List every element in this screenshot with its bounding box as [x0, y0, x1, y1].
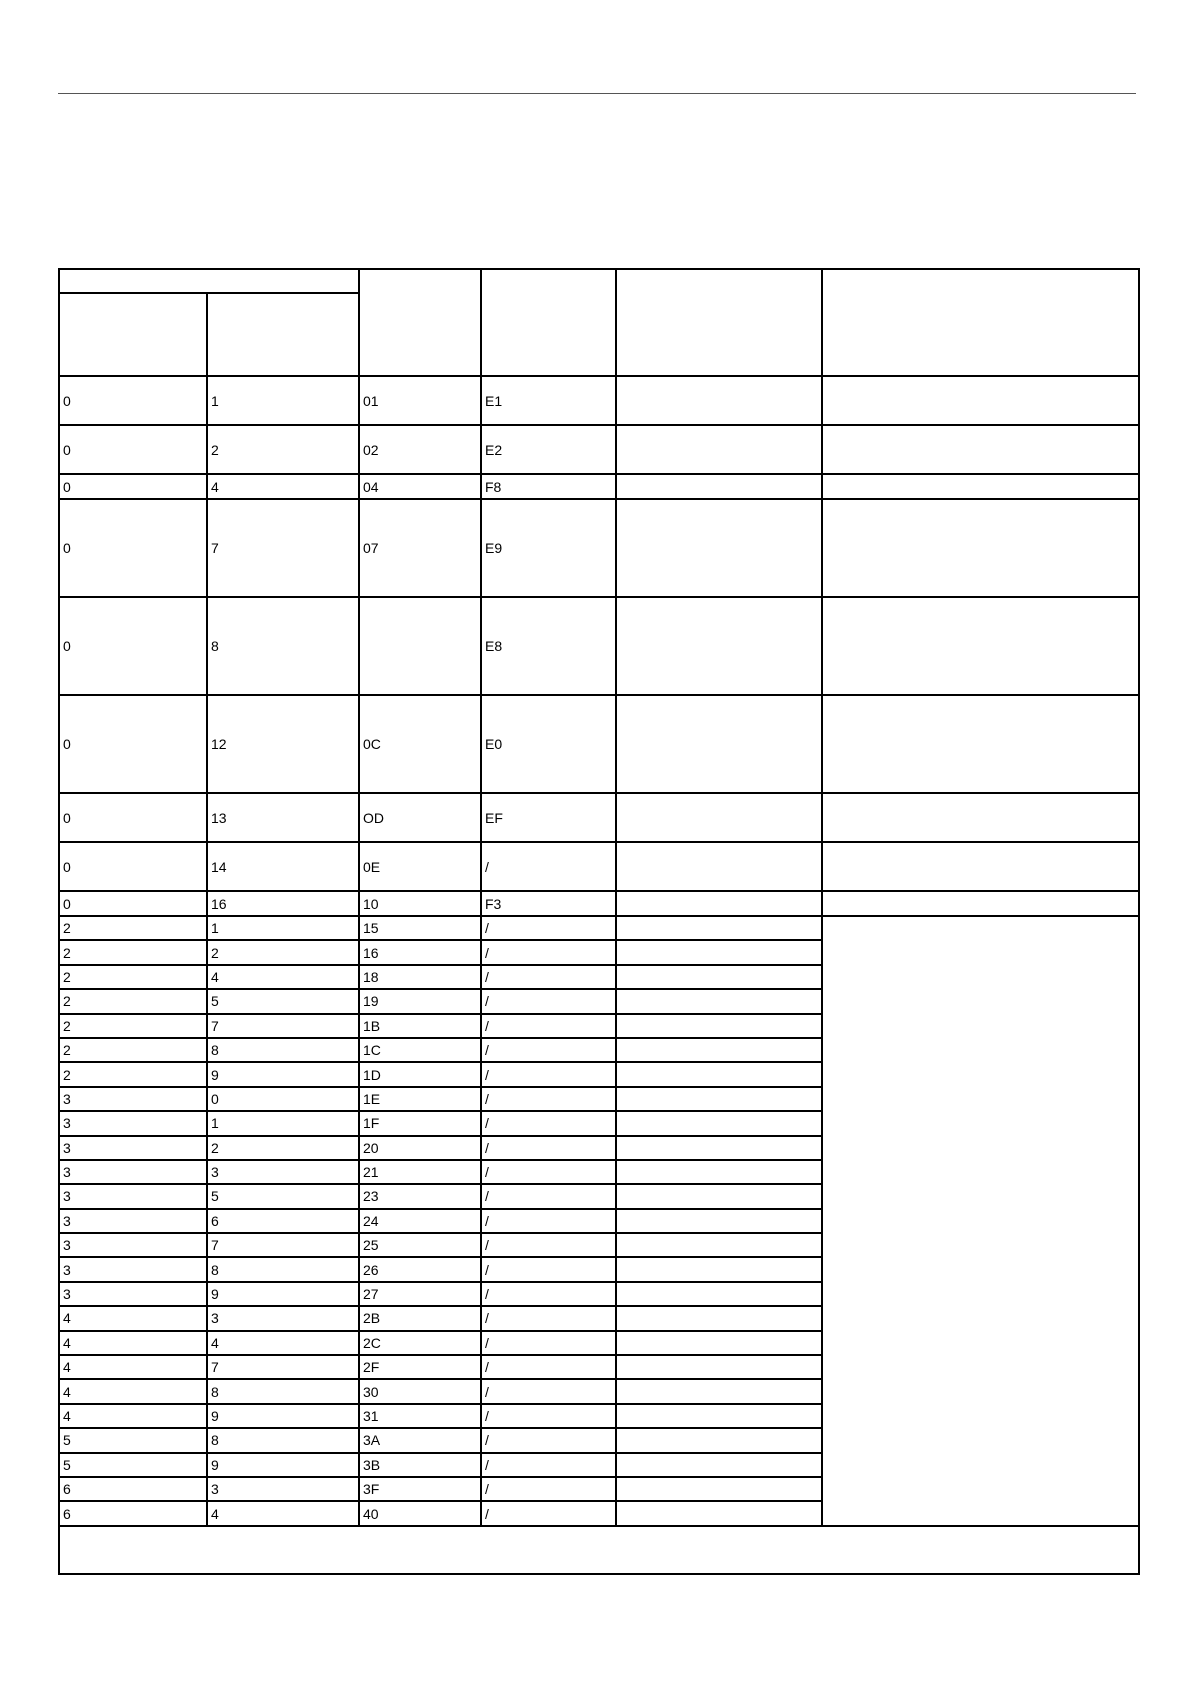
cell-col-2: 1	[207, 1111, 359, 1135]
cell-col-1: 2	[59, 1038, 207, 1062]
cell-col-3: 0E	[359, 842, 481, 891]
cell-col-1: 0	[59, 499, 207, 597]
cell-col-5	[616, 1331, 822, 1355]
cell-col-2: 8	[207, 1038, 359, 1062]
cell-col-4: /	[481, 1379, 616, 1403]
cell-col-5	[616, 793, 822, 842]
cell-col-1: 6	[59, 1501, 207, 1525]
cell-col-4: /	[481, 1453, 616, 1477]
cell-col-5	[616, 376, 822, 425]
cell-col-2: 7	[207, 1355, 359, 1379]
cell-col-3: 26	[359, 1257, 481, 1281]
cell-col-5	[616, 1062, 822, 1086]
cell-col-1: 4	[59, 1379, 207, 1403]
header-cell-2	[207, 293, 359, 376]
merged-cell-col-6	[822, 916, 1139, 1526]
table-row	[59, 597, 1139, 695]
cell-col-1: 0	[59, 842, 207, 891]
cell-col-4: /	[481, 1038, 616, 1062]
table-row	[59, 695, 1139, 793]
cell-col-4: /	[481, 842, 616, 891]
cell-col-5	[616, 499, 822, 597]
table-row	[59, 376, 1139, 425]
cell-col-3: 10	[359, 891, 481, 916]
cell-col-4: /	[481, 1306, 616, 1330]
cell-col-2: 8	[207, 597, 359, 695]
cell-col-3: 01	[359, 376, 481, 425]
cell-col-1: 4	[59, 1355, 207, 1379]
cell-col-5	[616, 1160, 822, 1184]
header-cell-1	[59, 293, 207, 376]
cell-col-6	[822, 499, 1139, 597]
cell-col-4: E0	[481, 695, 616, 793]
cell-col-4: /	[481, 1087, 616, 1111]
cell-col-4: /	[481, 1257, 616, 1281]
cell-col-3: 18	[359, 965, 481, 989]
cell-col-5	[616, 1355, 822, 1379]
cell-col-2: 8	[207, 1257, 359, 1281]
cell-col-1: 3	[59, 1257, 207, 1281]
cell-col-1: 3	[59, 1233, 207, 1257]
cell-col-3: OD	[359, 793, 481, 842]
cell-col-1: 0	[59, 891, 207, 916]
cell-col-4: /	[481, 1404, 616, 1428]
cell-col-4: /	[481, 1184, 616, 1208]
cell-col-4: /	[481, 1160, 616, 1184]
cell-col-5	[616, 474, 822, 499]
header-group-cell	[59, 269, 359, 293]
cell-col-3: 40	[359, 1501, 481, 1525]
cell-col-5	[616, 1111, 822, 1135]
cell-col-5	[616, 1136, 822, 1160]
cell-col-5	[616, 597, 822, 695]
cell-col-3: 15	[359, 916, 481, 940]
cell-col-3: 27	[359, 1282, 481, 1306]
table-footer-row	[59, 1526, 1139, 1574]
cell-col-5	[616, 1209, 822, 1233]
cell-col-2: 9	[207, 1282, 359, 1306]
cell-col-4: /	[481, 1428, 616, 1452]
cell-col-4: /	[481, 965, 616, 989]
table-row	[59, 842, 1139, 891]
cell-col-4: /	[481, 1014, 616, 1038]
table-row	[59, 474, 1139, 499]
cell-col-4: /	[481, 1331, 616, 1355]
cell-col-3: 2F	[359, 1355, 481, 1379]
cell-col-2: 0	[207, 1087, 359, 1111]
footer-cell	[59, 1526, 1139, 1574]
cell-col-1: 3	[59, 1282, 207, 1306]
cell-col-6	[822, 793, 1139, 842]
cell-col-2: 12	[207, 695, 359, 793]
cell-col-3: 1D	[359, 1062, 481, 1086]
cell-col-1: 0	[59, 425, 207, 474]
cell-col-1: 3	[59, 1184, 207, 1208]
cell-col-3: 3F	[359, 1477, 481, 1501]
cell-col-2: 7	[207, 1233, 359, 1257]
cell-col-5	[616, 940, 822, 964]
cell-col-3: 0C	[359, 695, 481, 793]
cell-col-4: /	[481, 1136, 616, 1160]
cell-col-4: E8	[481, 597, 616, 695]
cell-col-1: 3	[59, 1209, 207, 1233]
cell-col-6	[822, 474, 1139, 499]
top-rule	[58, 93, 1136, 94]
cell-col-3: 1F	[359, 1111, 481, 1135]
code-table	[58, 268, 1140, 1575]
cell-col-4: F8	[481, 474, 616, 499]
cell-col-3: 02	[359, 425, 481, 474]
cell-col-1: 3	[59, 1087, 207, 1111]
cell-col-2: 2	[207, 425, 359, 474]
cell-col-5	[616, 1087, 822, 1111]
cell-col-5	[616, 695, 822, 793]
header-cell-6	[822, 269, 1139, 376]
cell-col-3: 3B	[359, 1453, 481, 1477]
cell-col-3: 1C	[359, 1038, 481, 1062]
cell-col-4: E2	[481, 425, 616, 474]
cell-col-3: 04	[359, 474, 481, 499]
cell-col-6	[822, 842, 1139, 891]
table-row	[59, 891, 1139, 916]
cell-col-4: /	[481, 1501, 616, 1525]
cell-col-5	[616, 1428, 822, 1452]
cell-col-2: 4	[207, 1501, 359, 1525]
cell-col-2: 5	[207, 989, 359, 1013]
cell-col-2: 9	[207, 1404, 359, 1428]
table-row	[59, 499, 1139, 597]
cell-col-2: 1	[207, 376, 359, 425]
cell-col-5	[616, 1014, 822, 1038]
cell-col-1: 0	[59, 376, 207, 425]
cell-col-1: 2	[59, 1062, 207, 1086]
cell-col-3: 07	[359, 499, 481, 597]
cell-col-2: 3	[207, 1477, 359, 1501]
header-cell-4	[481, 269, 616, 376]
cell-col-2: 3	[207, 1160, 359, 1184]
cell-col-4: /	[481, 940, 616, 964]
cell-col-3: 24	[359, 1209, 481, 1233]
cell-col-4: /	[481, 916, 616, 940]
cell-col-1: 4	[59, 1331, 207, 1355]
cell-col-6	[822, 376, 1139, 425]
cell-col-5	[616, 1038, 822, 1062]
cell-col-3: 23	[359, 1184, 481, 1208]
cell-col-1: 2	[59, 916, 207, 940]
cell-col-5	[616, 1233, 822, 1257]
cell-col-1: 0	[59, 597, 207, 695]
cell-col-5	[616, 1184, 822, 1208]
table-row	[59, 793, 1139, 842]
cell-col-1: 3	[59, 1136, 207, 1160]
cell-col-5	[616, 989, 822, 1013]
cell-col-2: 7	[207, 499, 359, 597]
cell-col-2: 14	[207, 842, 359, 891]
cell-col-4: F3	[481, 891, 616, 916]
cell-col-5	[616, 1501, 822, 1525]
header-cell-3	[359, 269, 481, 376]
cell-col-1: 2	[59, 1014, 207, 1038]
cell-col-2: 7	[207, 1014, 359, 1038]
cell-col-4: /	[481, 1355, 616, 1379]
cell-col-3: 1B	[359, 1014, 481, 1038]
cell-col-3: 31	[359, 1404, 481, 1428]
cell-col-3: 21	[359, 1160, 481, 1184]
cell-col-5	[616, 1379, 822, 1403]
cell-col-1: 0	[59, 695, 207, 793]
cell-col-2: 8	[207, 1379, 359, 1403]
cell-col-4: /	[481, 1209, 616, 1233]
cell-col-1: 4	[59, 1404, 207, 1428]
cell-col-6	[822, 695, 1139, 793]
table-row	[59, 425, 1139, 474]
cell-col-1: 6	[59, 1477, 207, 1501]
cell-col-4: E1	[481, 376, 616, 425]
cell-col-2: 2	[207, 940, 359, 964]
cell-col-5	[616, 1257, 822, 1281]
cell-col-1: 5	[59, 1453, 207, 1477]
cell-col-5	[616, 1306, 822, 1330]
cell-col-4: /	[481, 1062, 616, 1086]
cell-col-3: 25	[359, 1233, 481, 1257]
cell-col-5	[616, 1453, 822, 1477]
cell-col-2: 9	[207, 1453, 359, 1477]
table-row	[59, 916, 1139, 940]
cell-col-2: 13	[207, 793, 359, 842]
cell-col-5	[616, 965, 822, 989]
cell-col-4: E9	[481, 499, 616, 597]
cell-col-6	[822, 891, 1139, 916]
cell-col-5	[616, 916, 822, 940]
cell-col-3: 3A	[359, 1428, 481, 1452]
cell-col-1: 2	[59, 989, 207, 1013]
cell-col-2: 4	[207, 965, 359, 989]
cell-col-1: 2	[59, 940, 207, 964]
cell-col-6	[822, 597, 1139, 695]
cell-col-3: 19	[359, 989, 481, 1013]
cell-col-2: 16	[207, 891, 359, 916]
cell-col-3: 1E	[359, 1087, 481, 1111]
cell-col-3: 16	[359, 940, 481, 964]
cell-col-4: /	[481, 1477, 616, 1501]
cell-col-4: /	[481, 1111, 616, 1135]
cell-col-5	[616, 1282, 822, 1306]
cell-col-1: 0	[59, 793, 207, 842]
cell-col-5	[616, 842, 822, 891]
cell-col-1: 4	[59, 1306, 207, 1330]
cell-col-1: 3	[59, 1111, 207, 1135]
cell-col-3: 20	[359, 1136, 481, 1160]
cell-col-2: 1	[207, 916, 359, 940]
cell-col-1: 5	[59, 1428, 207, 1452]
cell-col-3: 30	[359, 1379, 481, 1403]
cell-col-4: /	[481, 1282, 616, 1306]
header-cell-5	[616, 269, 822, 376]
cell-col-2: 5	[207, 1184, 359, 1208]
cell-col-4: /	[481, 989, 616, 1013]
cell-col-3	[359, 597, 481, 695]
cell-col-2: 2	[207, 1136, 359, 1160]
cell-col-5	[616, 891, 822, 916]
cell-col-3: 2C	[359, 1331, 481, 1355]
cell-col-5	[616, 1477, 822, 1501]
cell-col-4: EF	[481, 793, 616, 842]
cell-col-1: 0	[59, 474, 207, 499]
cell-col-5	[616, 425, 822, 474]
cell-col-1: 2	[59, 965, 207, 989]
cell-col-2: 4	[207, 474, 359, 499]
cell-col-6	[822, 425, 1139, 474]
cell-col-5	[616, 1404, 822, 1428]
cell-col-3: 2B	[359, 1306, 481, 1330]
cell-col-2: 8	[207, 1428, 359, 1452]
cell-col-2: 6	[207, 1209, 359, 1233]
cell-col-2: 4	[207, 1331, 359, 1355]
cell-col-1: 3	[59, 1160, 207, 1184]
cell-col-2: 9	[207, 1062, 359, 1086]
cell-col-4: /	[481, 1233, 616, 1257]
cell-col-2: 3	[207, 1306, 359, 1330]
